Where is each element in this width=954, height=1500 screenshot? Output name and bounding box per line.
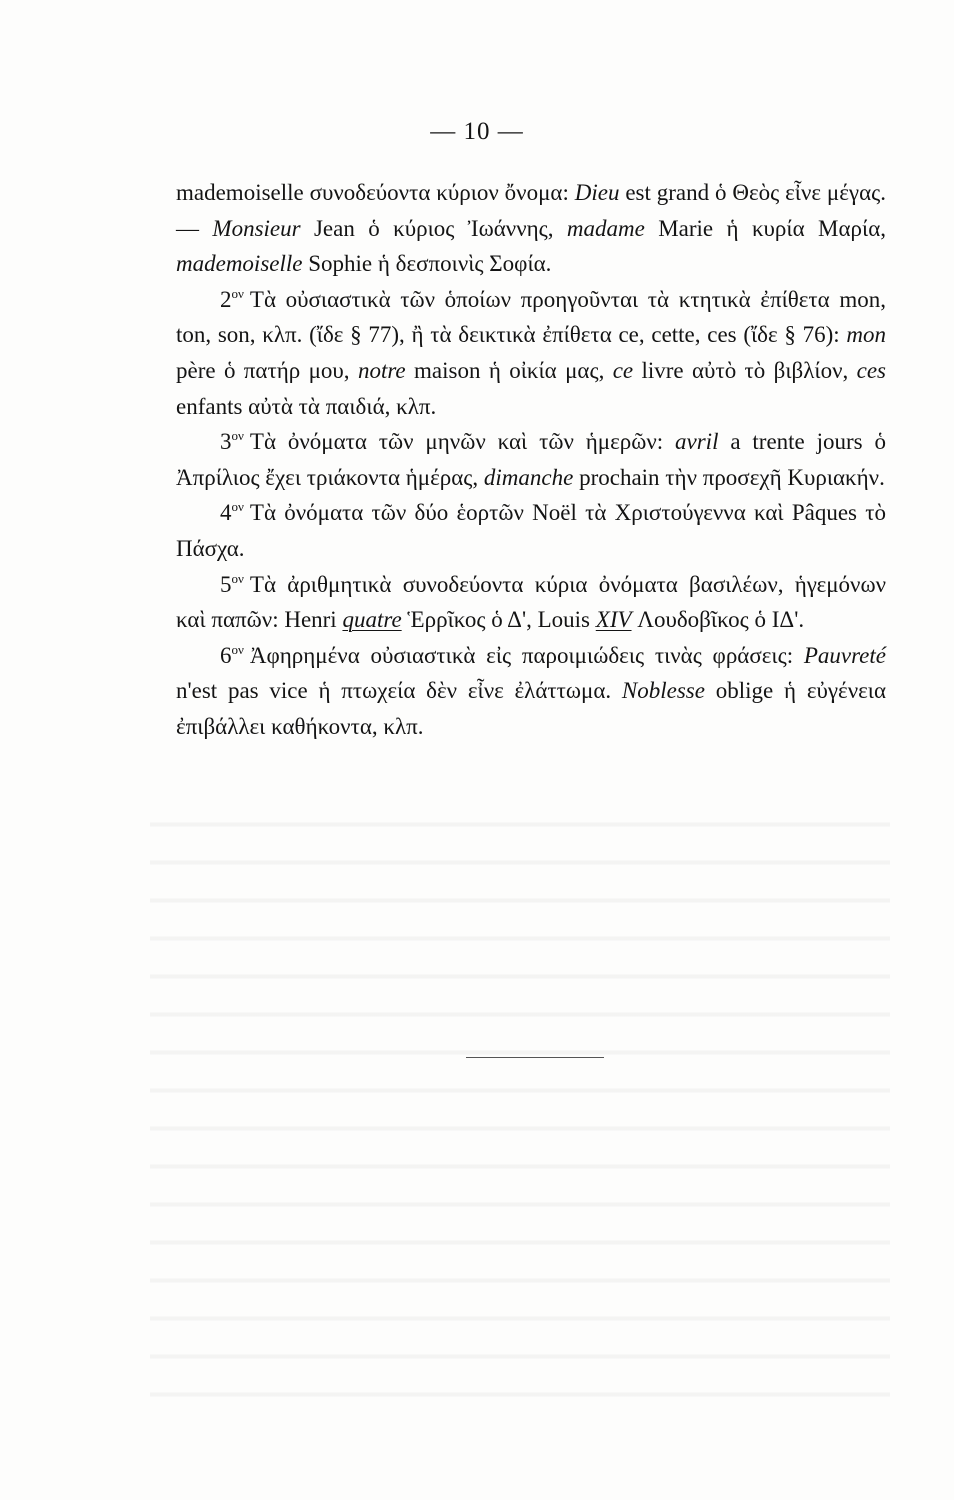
text-run: Τὰ οὐσιαστικὰ τῶν ὁποίων προηγοῦνται τὰ κτητικὰ ἐπίθετα mon, ton, son, κλπ. (ἴδε § 77), ἢ τὰ δεικτικὰ ἐπίθετα ce, cette, ces (ἴδε § 76):	[176, 286, 886, 348]
text-run: Ἑρρῖκος ὁ Δ', Louis	[401, 607, 596, 633]
text-run: n'est pas vice ἡ πτωχεία δὲν εἶνε ἐλάττωμα.	[176, 678, 622, 704]
text-run: Τὰ ὀνόματα τῶν μηνῶν καὶ τῶν ἡμερῶν:	[249, 429, 676, 455]
text-run: Marie ἡ κυρία Μαρία,	[644, 215, 887, 241]
text-run: est grand ὁ Θεὸς εἶνε μέγας. —	[176, 180, 886, 241]
ordinal-suffix: ον	[231, 285, 244, 301]
ordinal-number: 5	[220, 571, 232, 597]
italic-term: quatre	[342, 607, 402, 633]
text-run: mademoiselle συνοδεύοντα κύριον ὄνομα:	[176, 180, 575, 205]
italic-term: Noblesse	[621, 678, 705, 704]
text-run: Sophie ἡ δεσποινὶς Σοφία.	[302, 251, 552, 277]
text-run: Ἀφηρημένα οὐσιαστικὰ εἰς παροιμιώδεις τινὰς φράσεις:	[249, 642, 804, 668]
italic-term: avril	[675, 429, 719, 455]
text-run: Τὰ ὀνόματα τῶν δύο ἑορτῶν Noël τὰ Χριστούγεννα καὶ Pâques τὸ Πάσχα.	[176, 500, 886, 561]
italic-term: mon	[846, 322, 886, 348]
italic-term: XIV	[595, 607, 632, 633]
text-run: oblige ἡ εὐγένεια ἐπιβάλλει καθήκοντα, κλπ.	[176, 678, 886, 739]
paragraph-rule-2	[176, 282, 886, 424]
ordinal-number: 2	[220, 286, 232, 312]
paragraph-rule-4	[176, 495, 886, 566]
italic-term: mademoiselle	[176, 251, 303, 277]
italic-term: Monsieur	[212, 215, 301, 241]
italic-term: ces	[856, 357, 886, 383]
paragraph-rule-5	[176, 567, 886, 638]
italic-term: ce	[612, 357, 634, 383]
italic-term: madame	[566, 215, 645, 241]
page-number: — 10 —	[430, 118, 524, 145]
paragraph-rule-6	[176, 638, 886, 745]
ordinal-number: 3	[220, 429, 232, 455]
paragraph-intro	[176, 175, 886, 282]
ordinal-suffix: ον	[231, 570, 244, 586]
text-run: a trente jours ὁ Ἀπρίλιος ἔχει τριάκοντα ἡμέρας,	[176, 429, 886, 490]
ordinal-suffix: ον	[231, 428, 244, 444]
text-run: père ὁ πατήρ μου,	[176, 357, 358, 383]
ordinal-suffix: ον	[231, 641, 244, 657]
section-divider	[466, 1057, 604, 1058]
text-run: livre αὐτὸ τὸ βιβλίον,	[633, 357, 857, 383]
text-run: Jean ὁ κύριος Ἰωάννης,	[300, 215, 567, 241]
italic-term: Dieu	[574, 180, 620, 205]
ordinal-number: 6	[220, 642, 232, 668]
body-text	[176, 175, 886, 745]
text-run: Λουδοβῖκος ὁ ΙΔ'.	[631, 607, 805, 633]
text-run: maison ἡ οἰκία μας,	[405, 357, 613, 383]
ordinal-suffix: ον	[231, 499, 244, 515]
italic-term: Pauvreté	[803, 642, 886, 668]
show-through-text	[150, 800, 890, 1420]
italic-term: notre	[357, 357, 406, 383]
text-run: prochain τὴν προσεχῆ Κυριακήν.	[573, 464, 885, 490]
text-run: Τὰ ἀριθμητικὰ συνοδεύοντα κύρια ὀνόματα βασιλέων, ἡγεμόνων καὶ παπῶν: Henri	[176, 571, 886, 633]
italic-term: dimanche	[483, 464, 574, 490]
text-run: enfants αὐτὰ τὰ παιδιά, κλπ.	[176, 393, 437, 419]
paragraph-rule-3	[176, 424, 886, 495]
ordinal-number: 4	[220, 500, 232, 526]
